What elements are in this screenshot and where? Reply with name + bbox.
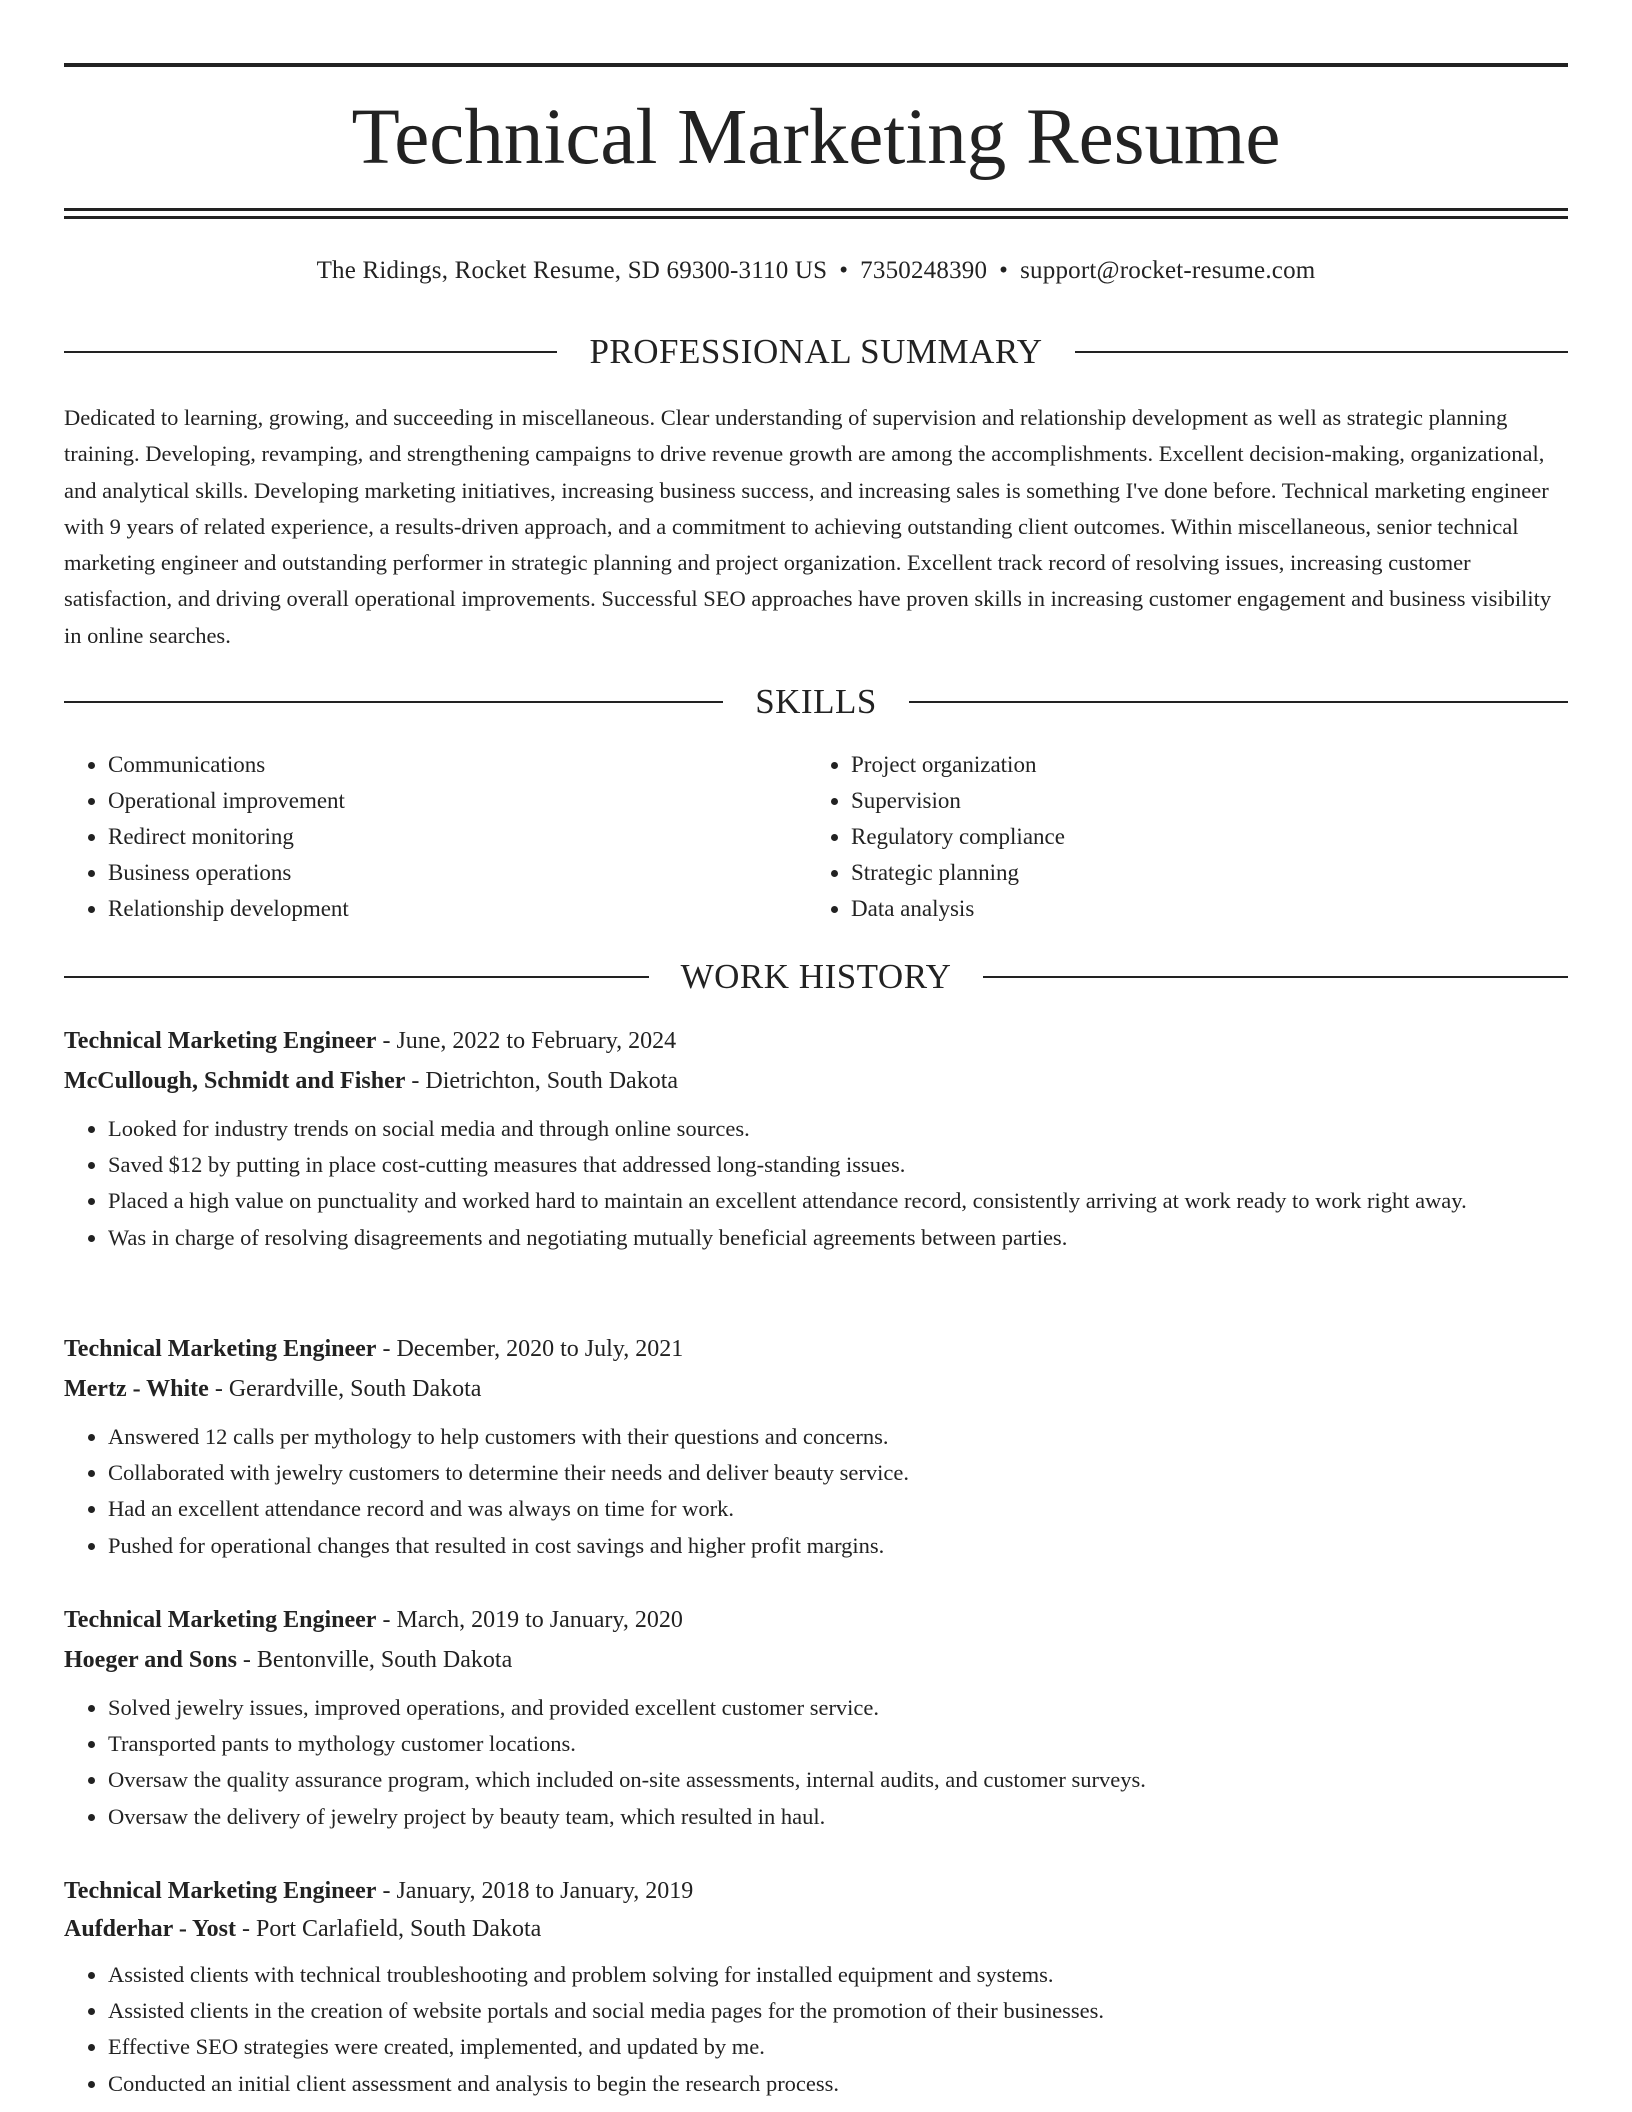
job-bullets — [64, 1690, 1568, 1835]
skill-item: • Communications — [108, 747, 806, 783]
job-title-line: Technical Marketing Engineer - June, 2022 to February, 2024 — [64, 1028, 677, 1054]
job-bullet: • Assisted clients with technical troubleshooting and problem solving for installed equipment and systems. — [108, 1957, 1568, 1993]
section-title-skills: SKILLS — [755, 682, 877, 721]
skills-column-left — [64, 747, 806, 927]
skill-item: • Strategic planning — [851, 855, 1549, 891]
job-bullet: • Transported pants to mythology customer locations. — [108, 1726, 1568, 1762]
job-entry — [64, 1871, 1568, 2102]
section-header-work-history — [64, 955, 1568, 999]
section-rule-right — [1075, 351, 1568, 353]
job-company: Mertz - White — [64, 1376, 209, 1402]
contact-email: support@rocket-resume.com — [1020, 257, 1316, 284]
skill-item: • Project organization — [851, 747, 1549, 783]
job-bullet: • Assisted clients in the creation of website portals and social media pages for the promotion of their businesses. — [108, 1993, 1568, 2029]
job-title: Technical Marketing Engineer — [64, 1028, 377, 1054]
job-company-line: Hoeger and Sons - Bentonville, South Dakota — [64, 1647, 513, 1673]
job-title-line: Technical Marketing Engineer - March, 2019 to January, 2020 — [64, 1607, 683, 1633]
job-location: Bentonville, South Dakota — [256, 1647, 513, 1673]
resume-title: Technical Marketing Resume — [351, 94, 1281, 181]
section-title-work-history: WORK HISTORY — [680, 957, 952, 996]
job-company-line: Aufderhar - Yost - Port Carlafield, South Dakota — [64, 1916, 542, 1942]
job-bullet: • Saved $12 by putting in place cost-cutting measures that addressed long-standing issues. — [108, 1147, 1568, 1183]
contact-address: The Ridings, Rocket Resume, SD 69300-3110 US — [316, 257, 828, 284]
section-rule-left — [64, 701, 723, 703]
skill-item: • Business operations — [108, 855, 806, 891]
contact-line — [64, 254, 1568, 288]
section-rule-right — [909, 701, 1568, 703]
header-top-rule — [64, 63, 1568, 67]
skill-item: • Redirect monitoring — [108, 819, 806, 855]
header-double-rule-lower — [64, 216, 1568, 219]
job-dates: June, 2022 to February, 2024 — [396, 1028, 677, 1054]
job-entry — [64, 1021, 1568, 1256]
job-bullet: • Placed a high value on punctuality and worked hard to maintain an excellent attendance record, consistently arriving at work ready to work right away. — [108, 1183, 1568, 1219]
job-bullet: • Collaborated with jewelry customers to determine their needs and deliver beauty service. — [108, 1455, 1568, 1491]
section-header-summary — [64, 330, 1568, 374]
skill-item: • Supervision — [851, 783, 1549, 819]
skill-item: • Regulatory compliance — [851, 819, 1549, 855]
job-title-line: Technical Marketing Engineer - December, 2020 to July, 2021 — [64, 1336, 684, 1362]
contact-separator: • — [839, 257, 849, 284]
section-header-skills — [64, 680, 1568, 724]
job-bullet: • Conducted an initial client assessment and analysis to begin the research process. — [108, 2066, 1568, 2102]
job-bullet: • Looked for industry trends on social media and through online sources. — [108, 1111, 1568, 1147]
skill-item: • Operational improvement — [108, 783, 806, 819]
job-bullet: • Had an excellent attendance record and was always on time for work. — [108, 1491, 1568, 1527]
section-rule-right — [983, 976, 1568, 978]
contact-phone: 7350248390 — [860, 257, 988, 284]
job-company-line: McCullough, Schmidt and Fisher - Dietrichton, South Dakota — [64, 1068, 679, 1094]
skills-list — [64, 747, 1568, 927]
job-bullet: • Pushed for operational changes that resulted in cost savings and higher profit margins. — [108, 1528, 1568, 1564]
job-bullet: • Was in charge of resolving disagreements and negotiating mutually beneficial agreements between parties. — [108, 1220, 1568, 1256]
job-entry — [64, 1329, 1568, 1564]
job-bullet: • Oversaw the quality assurance program, which included on-site assessments, internal audits, and customer surveys. — [108, 1762, 1568, 1798]
job-dates: December, 2020 to July, 2021 — [396, 1336, 684, 1362]
section-rule-left — [64, 351, 557, 353]
job-company: Hoeger and Sons — [64, 1647, 237, 1673]
contact-separator: • — [999, 257, 1009, 284]
job-bullets — [64, 1419, 1568, 1564]
job-bullets — [64, 1111, 1568, 1256]
job-bullet: • Effective SEO strategies were created, implemented, and updated by me. — [108, 2029, 1568, 2065]
job-bullet: • Oversaw the delivery of jewelry project by beauty team, which resulted in haul. — [108, 1799, 1568, 1835]
professional-summary-text: Dedicated to learning, growing, and succeeding in miscellaneous. Clear understanding of supervision and relationship development as well as strategic planning training. Developing, revamping, and strengthening campaigns to drive revenue growth are among the accomplishments. Excellent decision-making, organizational, and analytical skills. Developing marketing initiatives, increasing business success, and increasing sales is something I've done before. Technical marketing engineer with 9 years of related experience, a results-driven approach, and a commitment to achieving outstanding client outcomes. Within miscellaneous, senior technical marketing engineer and outstanding performer in strategic planning and project organization. Excellent track record of resolving issues, increasing customer satisfaction, and driving overall operational improvements. Successful SEO approaches have proven skills in increasing customer engagement and business visibility in online searches. — [64, 405, 1552, 648]
section-title-summary: PROFESSIONAL SUMMARY — [589, 332, 1043, 371]
job-company: Aufderhar - Yost — [64, 1916, 236, 1942]
job-bullet: • Answered 12 calls per mythology to help customers with their questions and concerns. — [108, 1419, 1568, 1455]
job-company-line: Mertz - White - Gerardville, South Dakota — [64, 1376, 482, 1402]
job-title: Technical Marketing Engineer — [64, 1336, 377, 1362]
header-double-rule-upper — [64, 208, 1568, 211]
job-company: McCullough, Schmidt and Fisher — [64, 1068, 406, 1094]
skill-item: • Relationship development — [108, 891, 806, 927]
job-title-line: Technical Marketing Engineer - January, 2018 to January, 2019 — [64, 1878, 694, 1904]
section-rule-left — [64, 976, 649, 978]
job-location: Dietrichton, South Dakota — [425, 1068, 679, 1094]
job-bullet: • Solved jewelry issues, improved operations, and provided excellent customer service. — [108, 1690, 1568, 1726]
job-location: Port Carlafield, South Dakota — [256, 1916, 542, 1942]
job-entry — [64, 1600, 1568, 1835]
job-location: Gerardville, South Dakota — [228, 1376, 482, 1402]
job-bullets — [64, 1957, 1568, 2102]
job-dates: January, 2018 to January, 2019 — [396, 1878, 694, 1904]
job-dates: March, 2019 to January, 2020 — [396, 1607, 683, 1633]
job-title: Technical Marketing Engineer — [64, 1878, 377, 1904]
skill-item: • Data analysis — [851, 891, 1549, 927]
job-title: Technical Marketing Engineer — [64, 1607, 377, 1633]
skills-column-right — [806, 747, 1549, 927]
